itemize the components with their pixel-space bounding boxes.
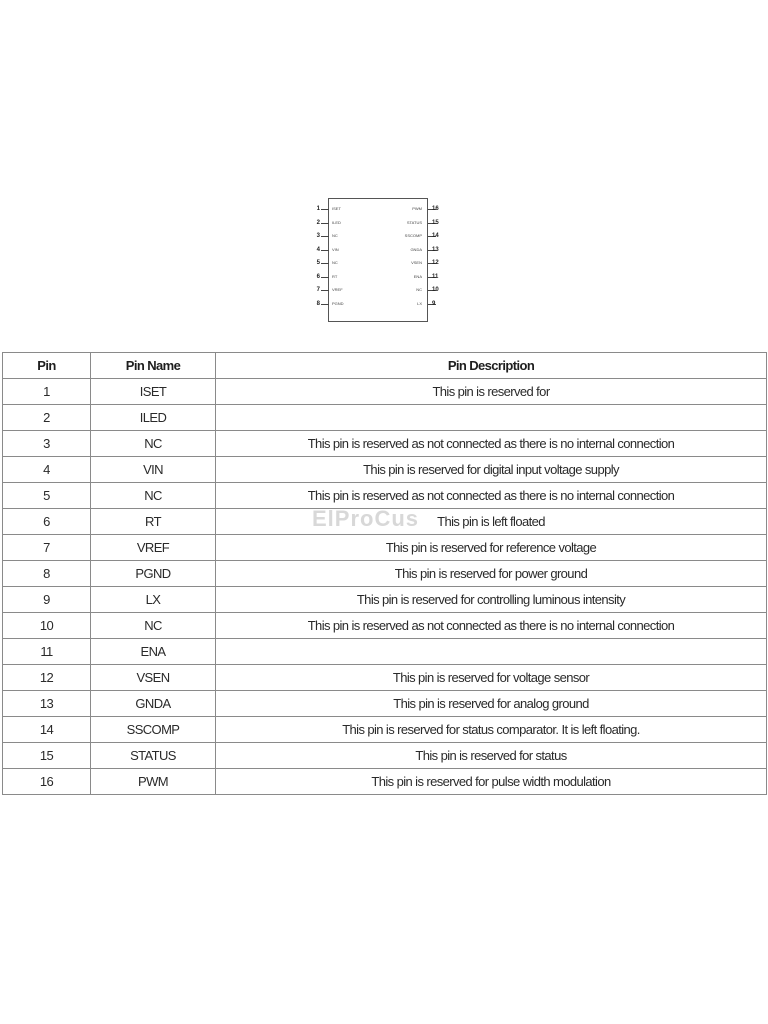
- cell-pin-name: SSCOMP: [91, 717, 216, 743]
- pin-number: 11: [432, 273, 439, 280]
- pin-number: 9: [432, 300, 436, 307]
- cell-pin-description: [216, 639, 767, 665]
- pin-number: 6: [316, 273, 320, 280]
- cell-pin-number: 16: [3, 769, 91, 795]
- table-row: [3, 613, 767, 639]
- cell-pin-number: 14: [3, 717, 91, 743]
- table-row: [3, 665, 767, 691]
- right-pin: [308, 218, 448, 231]
- pin-number: 4: [316, 246, 320, 253]
- cell-pin-name: VREF: [91, 535, 216, 561]
- pin-label: ILED: [332, 219, 341, 225]
- cell-pin-description: This pin is reserved for analog ground: [216, 691, 767, 717]
- cell-pin-name: PGND: [91, 561, 216, 587]
- cell-pin-name: NC: [91, 483, 216, 509]
- cell-pin-name: LX: [91, 587, 216, 613]
- pin-label: PGND: [332, 300, 344, 306]
- right-pin: [308, 245, 448, 258]
- pin-label: NC: [332, 260, 338, 265]
- pin-label: NC: [332, 233, 338, 238]
- cell-pin-name: PWM: [91, 769, 216, 795]
- cell-pin-description: This pin is reserved for pulse width modulation: [216, 769, 767, 795]
- cell-pin-number: 6: [3, 509, 91, 535]
- table-body: [3, 379, 767, 795]
- table-row: [3, 431, 767, 457]
- cell-pin-number: 7: [3, 535, 91, 561]
- cell-pin-description: This pin is reserved for digital input voltage supply: [216, 457, 767, 483]
- cell-pin-number: 1: [3, 379, 91, 405]
- cell-pin-description: This pin is reserved for power ground: [216, 561, 767, 587]
- pin-label: NC: [416, 287, 422, 292]
- cell-pin-name: ENA: [91, 639, 216, 665]
- pin-label: VSEN: [411, 260, 422, 265]
- watermark: ElProCus: [312, 506, 420, 531]
- pin-label: ISET: [332, 206, 341, 211]
- table-row: [3, 691, 767, 717]
- table-row: [3, 717, 767, 743]
- cell-pin-number: 5: [3, 483, 91, 509]
- pin-label: GNDA: [410, 246, 422, 252]
- right-pin: [308, 204, 448, 217]
- cell-pin-number: 2: [3, 405, 91, 431]
- cell-pin-name: GNDA: [91, 691, 216, 717]
- table-row: [3, 509, 767, 535]
- table-row: [3, 743, 767, 769]
- table-row: [3, 535, 767, 561]
- right-pin: [308, 299, 448, 312]
- cell-pin-number: 4: [3, 457, 91, 483]
- pin-label: VIN: [332, 246, 339, 252]
- table-row: [3, 483, 767, 509]
- right-pin: [308, 272, 448, 285]
- cell-pin-number: 15: [3, 743, 91, 769]
- cell-pin-name: RT: [91, 509, 216, 535]
- cell-pin-number: 3: [3, 431, 91, 457]
- cell-pin-name: STATUS: [91, 743, 216, 769]
- pin-number: 3: [316, 233, 320, 239]
- cell-pin-name: ISET: [91, 379, 216, 405]
- cell-pin-name: VIN: [91, 457, 216, 483]
- right-pin: [308, 231, 448, 244]
- cell-pin-number: 9: [3, 587, 91, 613]
- cell-pin-number: 8: [3, 561, 91, 587]
- pin-label: VREF: [332, 287, 343, 292]
- table-row: [3, 405, 767, 431]
- pin-number: 13: [432, 246, 439, 253]
- cell-pin-description: This pin is reserved for voltage sensor: [216, 665, 767, 691]
- cell-pin-description: This pin is reserved as not connected as there is no internal connection: [216, 483, 767, 509]
- cell-pin-description: This pin is left floated: [216, 509, 767, 535]
- pin-number: 12: [432, 260, 439, 266]
- table-row: [3, 639, 767, 665]
- cell-pin-number: 10: [3, 613, 91, 639]
- cell-pin-description: This pin is reserved as not connected as there is no internal connection: [216, 431, 767, 457]
- cell-pin-description: This pin is reserved for controlling luminous intensity: [216, 587, 767, 613]
- cell-pin-description: This pin is reserved for status comparator. It is left floating.: [216, 717, 767, 743]
- pin-number: 16: [432, 206, 439, 212]
- cell-pin-description: This pin is reserved for: [216, 379, 767, 405]
- pin-number: 10: [432, 287, 439, 293]
- pin-label: ENA: [413, 273, 422, 279]
- table-row: [3, 457, 767, 483]
- table-row: [3, 587, 767, 613]
- cell-pin-number: 12: [3, 665, 91, 691]
- pin-number: 15: [432, 219, 439, 226]
- pin-label: PWM: [412, 206, 422, 211]
- header-pin: Pin: [3, 353, 91, 379]
- header-pin-description: Pin Description: [216, 353, 767, 379]
- pin-description-table: [2, 352, 767, 795]
- table-row: [3, 561, 767, 587]
- pin-label: STATUS: [406, 219, 422, 225]
- table-header-row: [3, 353, 767, 379]
- cell-pin-number: 11: [3, 639, 91, 665]
- pin-number: 14: [432, 233, 439, 239]
- pin-label: SSCOMP: [404, 233, 422, 238]
- cell-pin-name: ILED: [91, 405, 216, 431]
- table-row: [3, 379, 767, 405]
- cell-pin-number: 13: [3, 691, 91, 717]
- cell-pin-name: NC: [91, 613, 216, 639]
- cell-pin-name: NC: [91, 431, 216, 457]
- pin-label: LX: [417, 300, 422, 306]
- table-row: [3, 769, 767, 795]
- right-pin: [308, 285, 448, 298]
- cell-pin-description: This pin is reserved for reference voltage: [216, 535, 767, 561]
- pin-label: RT: [332, 273, 338, 279]
- cell-pin-description: This pin is reserved as not connected as there is no internal connection: [216, 613, 767, 639]
- pin-number: 7: [316, 287, 320, 293]
- right-pin: [308, 258, 448, 271]
- cell-pin-description: This pin is reserved for status: [216, 743, 767, 769]
- pin-number: 8: [316, 300, 320, 307]
- cell-pin-name: VSEN: [91, 665, 216, 691]
- cell-pin-description: [216, 405, 767, 431]
- pin-number: 2: [316, 219, 320, 226]
- header-pin-name: Pin Name: [91, 353, 216, 379]
- pin-number: 1: [316, 206, 320, 212]
- pin-number: 5: [316, 260, 320, 266]
- ic-pinout-diagram: [308, 198, 448, 326]
